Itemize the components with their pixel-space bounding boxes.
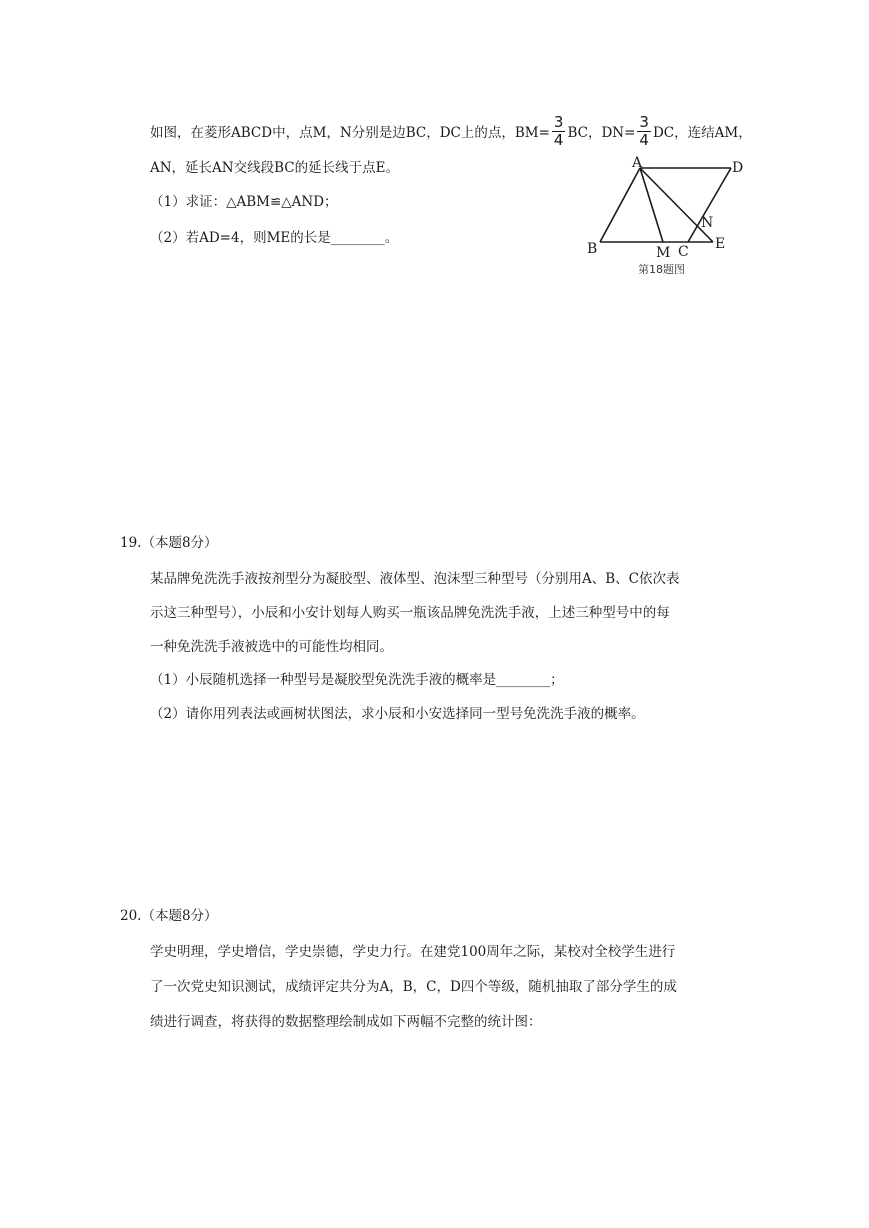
q20-paragraph-line2: 了一次党史知识测试，成绩评定共分为A，B，C，D四个等级，随机抽取了部分学生的成 — [150, 979, 677, 995]
fraction-three-quarters-2: $\frac{3}{4}$ — [639, 113, 649, 149]
q19-header: 19.（本题8分） — [120, 535, 218, 551]
q20-paragraph-line1: 学史明理，学史增信，学史崇德，学史力行。在建党100周年之际，某校对全校学生进行 — [150, 944, 676, 960]
label-e: E — [715, 236, 726, 252]
q18-line2: AN，延长AN交线段BC的延长线于点E。 — [150, 160, 399, 176]
rhombus-diagram — [583, 155, 753, 280]
q18-line1-after: DC，连结AM， — [652, 125, 752, 141]
q19-paragraph-line2: 示这三种型号），小辰和小安计划每人购买一瓶该品牌免洗洗手液，上述三种型号中的每 — [150, 605, 670, 621]
q18-part1: （1）求证：△ABM≌△AND； — [150, 194, 338, 210]
segment-ab — [600, 168, 640, 242]
q20-paragraph-line3: 绩进行调查，将获得的数据整理绘制成如下两幅不完整的统计图： — [150, 1014, 542, 1030]
q18-line1 — [150, 113, 752, 151]
label-m: M — [656, 245, 671, 261]
label-n: N — [701, 215, 714, 231]
q19-part1: （1）小辰随机选择一种型号是凝胶型免洗洗手液的概率是________； — [150, 672, 564, 688]
label-a: A — [632, 155, 643, 171]
q18-line1-before: 如图，在菱形ABCD中，点M，N分别是边BC，DC上的点，BM= — [150, 125, 550, 141]
label-b: B — [587, 241, 598, 257]
figure-caption: 第18题图 — [638, 263, 685, 276]
q19-paragraph-line3: 一种免洗洗手液被选中的可能性均相同。 — [150, 639, 393, 655]
label-c: C — [678, 244, 689, 260]
q19-part2: （2）请你用列表法或画树状图法，求小辰和小安选择同一型号免洗洗手液的概率。 — [150, 706, 645, 722]
label-d: D — [732, 160, 744, 176]
q18-line1-mid: BC，DN= — [567, 125, 636, 141]
rhombus-figure — [583, 155, 753, 280]
q19-paragraph-line1: 某品牌免洗洗手液按剂型分为凝胶型、液体型、泡沫型三种型号（分别用A、B、C依次表 — [150, 571, 680, 587]
q20-header: 20.（本题8分） — [120, 908, 218, 924]
q18-part2: （2）若AD=4，则ME的长是________。 — [150, 230, 399, 246]
fraction-three-quarters-1: $\frac{3}{4}$ — [553, 113, 564, 149]
